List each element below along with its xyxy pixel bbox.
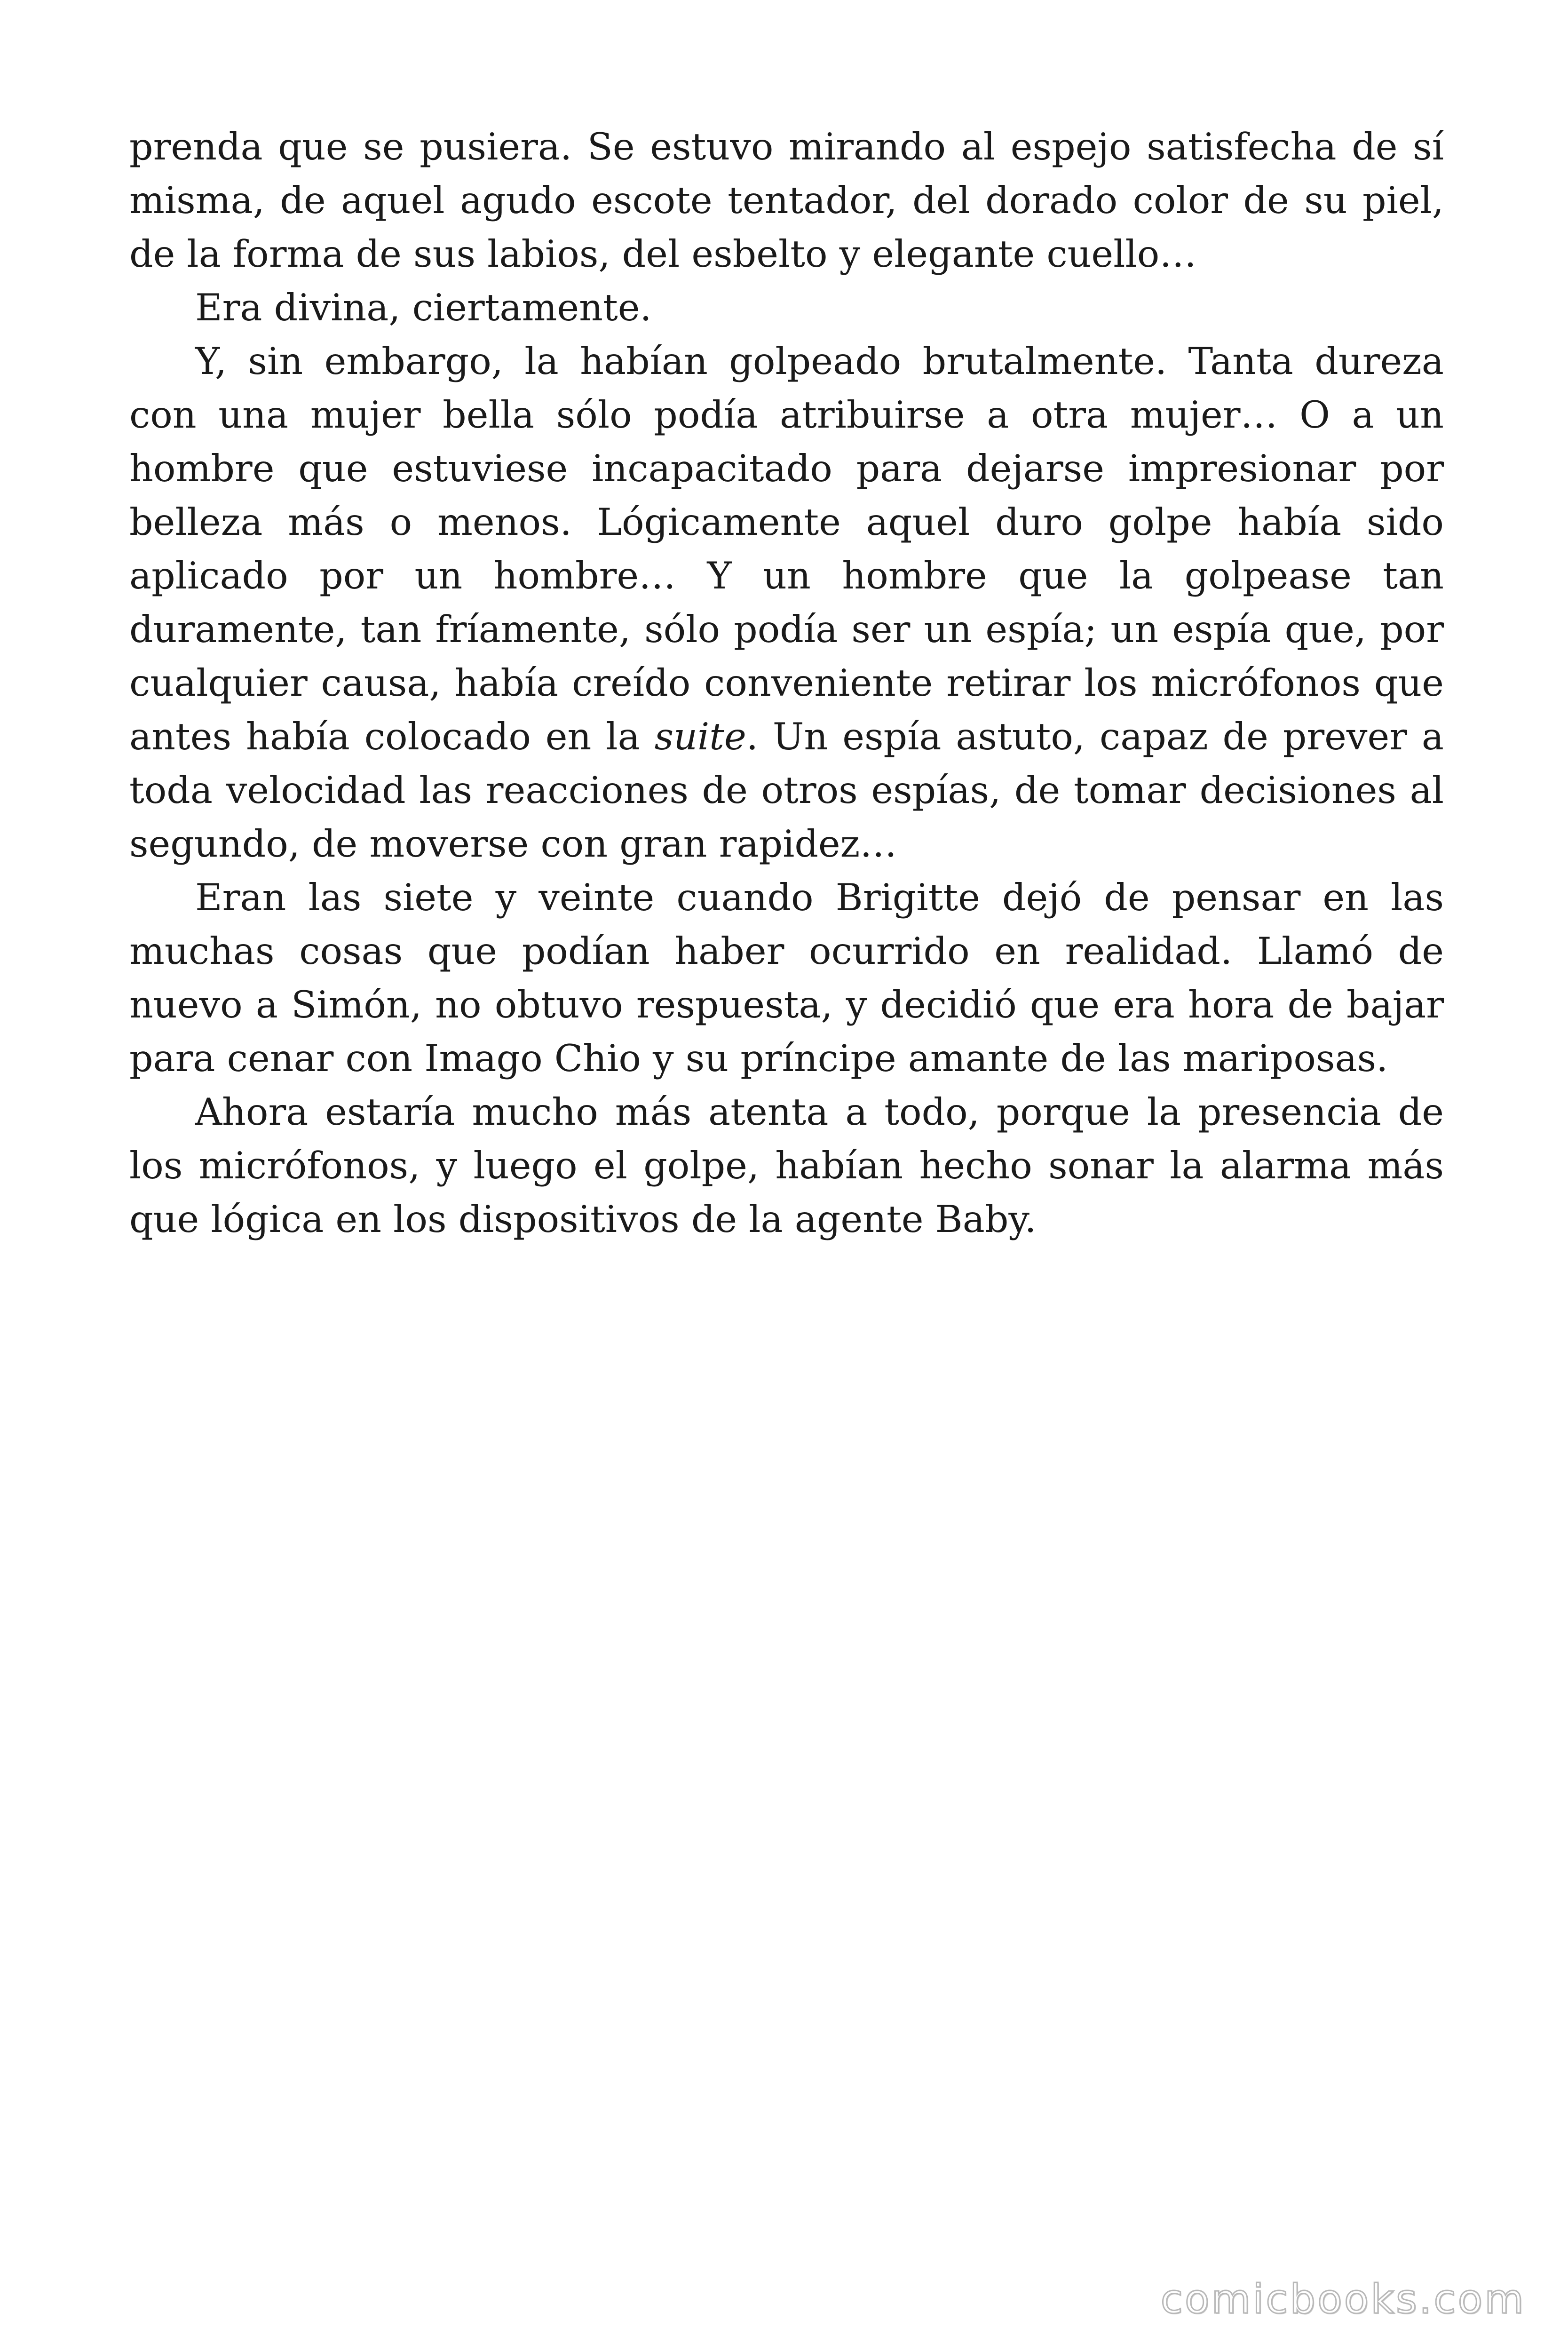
paragraph-text: Eran las siete y veinte cuando Brigitte dejó de pensar en las muchas cosas que podían haber ocurrido en realidad. Llamó de nuevo a Simón, no obtuvo respuesta, y decidió que era hora de bajar para cenar con Imago Chio y su príncipe amante de las mariposas. — [129, 876, 1444, 1080]
paragraph — [129, 281, 1444, 334]
paragraph-text: Y, sin embargo, la habían golpeado brutalmente. Tanta dureza con una mujer bella sólo podía atribuirse a otra mujer… O a un hombre que estuviese incapacitado para dejarse impresionar por belleza más o menos. Lógicamente aquel duro golpe había sido aplicado por un hombre… Y un hombre que la golpease tan duramente, tan fríamente, sólo podía ser un espía; un espía que, por cualquier causa, había creído conveniente retirar los micrófonos que antes había colocado en la — [129, 340, 1444, 758]
paragraph-text: prenda que se pusiera. Se estuvo mirando al espejo satisfecha de sí misma, de aquel agudo escote tentador, del dorado color de su piel, de la forma de sus labios, del esbelto y elegante cuello… — [129, 125, 1444, 276]
paragraph-text: Era divina, ciertamente. — [195, 286, 652, 329]
paragraph-text: . Un espía astuto, capaz de prever a toda velocidad las reacciones de otros espías, de tomar decisiones al segundo, de moverse con gran rapidez… — [129, 715, 1444, 866]
paragraph — [129, 334, 1444, 871]
paragraph — [129, 1085, 1444, 1246]
page-body — [129, 120, 1444, 1246]
watermark: comicbooks.com — [1160, 2276, 1526, 2323]
paragraph-text: Ahora estaría mucho más atenta a todo, porque la presencia de los micrófonos, y luego el golpe, habían hecho sonar la alarma más que lógica en los dispositivos de la agente Baby. — [129, 1090, 1444, 1241]
paragraph — [129, 871, 1444, 1085]
italic-word: suite — [654, 715, 746, 758]
paragraph — [129, 120, 1444, 281]
